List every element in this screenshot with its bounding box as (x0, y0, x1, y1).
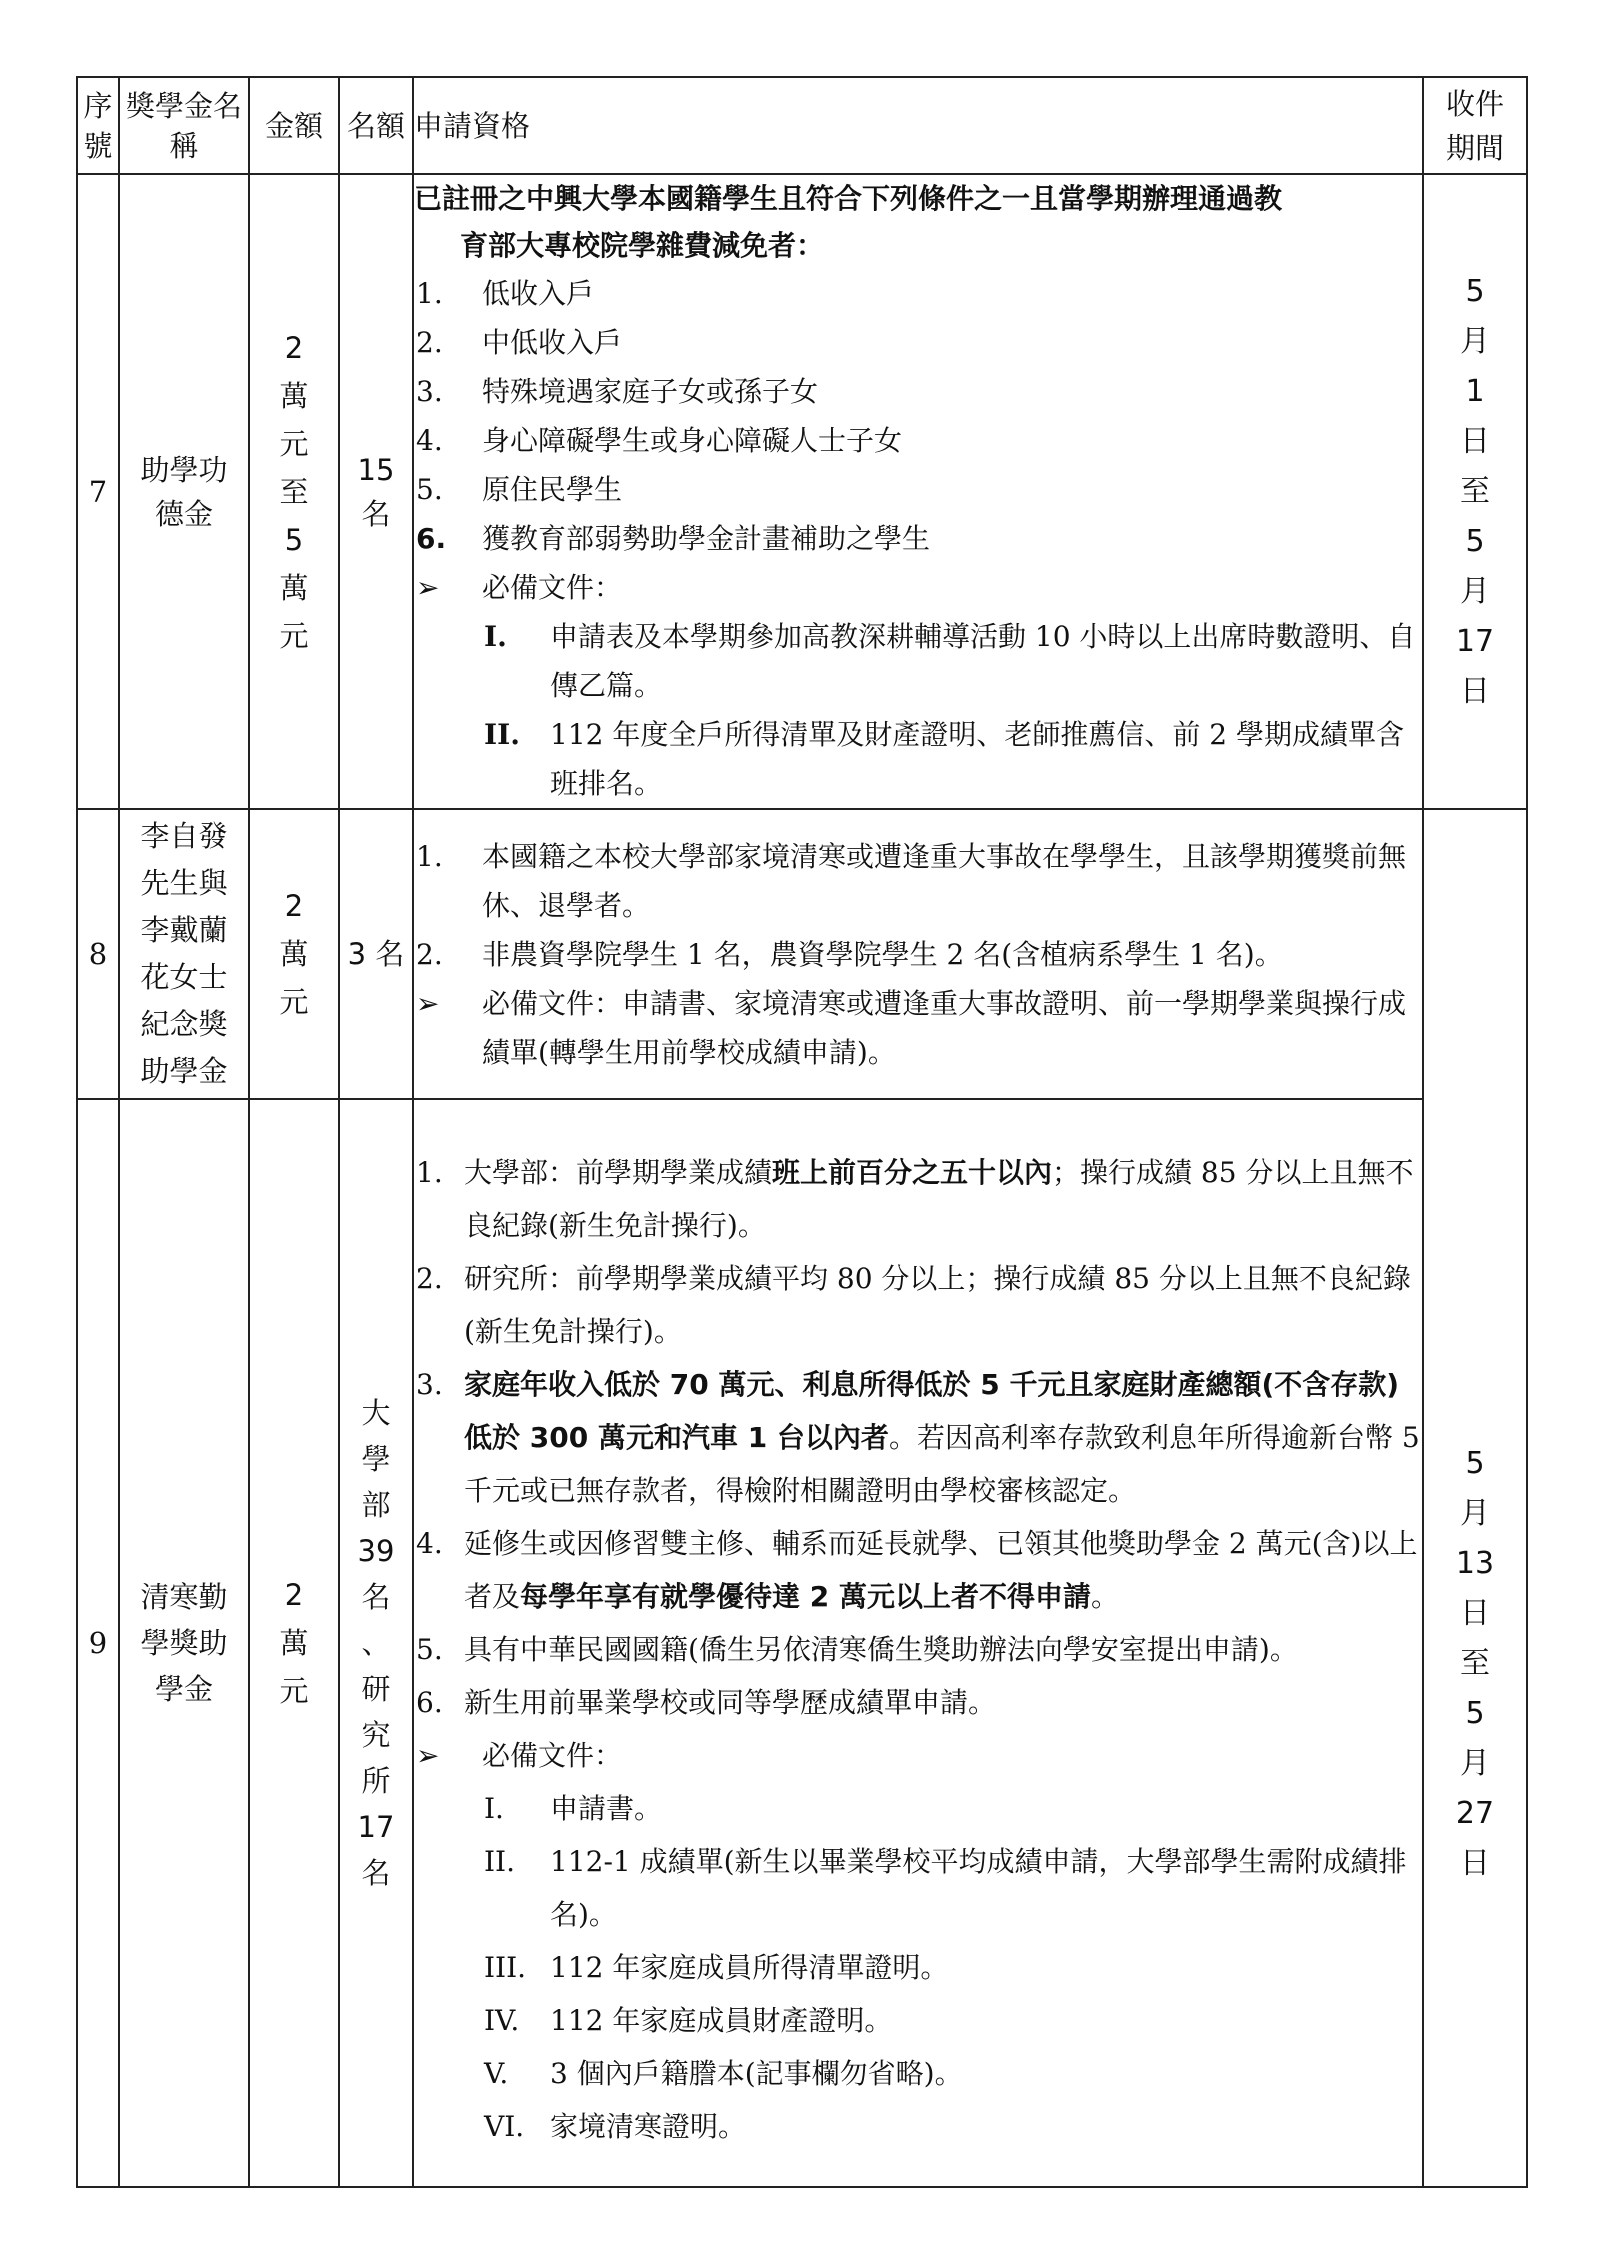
scholarship-table (76, 76, 1528, 2188)
row-requirements (413, 809, 1423, 1099)
list-item: 1. 低收入戶 (416, 277, 595, 310)
row-amount: 2 萬 元 至 5 萬 元 (249, 174, 339, 809)
requirement-intro-cont: 育部大專校院學雜費減免者： (460, 229, 825, 262)
header-row (77, 77, 1527, 174)
row-quota: 3 名 (339, 809, 413, 1099)
list-item: 6. 新生用前畢業學校或同等學歷成績單申請。 (416, 1685, 997, 1719)
row-amount: 2 萬 元 (249, 1099, 339, 2187)
table-row (77, 809, 1527, 1099)
arrow-bullet-icon: ➢ (416, 986, 440, 1020)
docs-label: ➢ 必備文件：申請書、家境清寒或遭逢重大事故證明、前一學期學業與操行成績單(轉學生用前學校成績申請)。 (414, 979, 1422, 1077)
list-item: V. 3 個內戶籍謄本(記事欄勿省略)。 (484, 2056, 963, 2090)
arrow-bullet-icon: ➢ (416, 571, 440, 604)
docs-label: ➢ 必備文件： (414, 563, 1422, 612)
row-period (1423, 809, 1527, 1099)
row-period: 5 月 13 日 至 5 月 27 日 (1423, 1099, 1527, 2187)
list-item: II. 112 年度全戶所得清單及財產證明、老師推薦信、前 2 學期成績單含班排名。 (484, 718, 1404, 800)
row-period: 5 月 1 日 至 5 月 17 日 (1423, 174, 1527, 809)
list-item: I. 申請表及本學期參加高教深耕輔導活動 10 小時以上出席時數證明、自傳乙篇。 (484, 620, 1416, 702)
row-name: 李自發 先生與 李戴蘭 花女士 紀念獎 助學金 (119, 809, 249, 1099)
docs-label: ➢ 必備文件： (414, 1729, 1422, 1782)
row-requirements (413, 1099, 1423, 2187)
list-item: 4. 延修生或因修習雙主修、輔系而延長就學、已領其他獎助學金 2 萬元(含)以上者及每學年享有就學優待達 2 萬元以上者不得申請。 (416, 1526, 1418, 1613)
arrow-bullet-icon: ➢ (416, 1738, 440, 1772)
row-name: 清寒勤 學獎助 學金 (119, 1099, 249, 2187)
header-seq: 序號 (77, 77, 119, 174)
list-item: 3. 家庭年收入低於 70 萬元、利息所得低於 5 千元且家庭財產總額(不含存款)低於 300 萬元和汽車 1 台以內者。若因高利率存款致利息年所得逾新台幣 5 千元或已無存款者，得檢附相關證明由學校審核認定。 (416, 1367, 1420, 1507)
row-amount: 2 萬 元 (249, 809, 339, 1099)
list-item: 2. 非農資學院學生 1 名，農資學院學生 2 名(含植病系學生 1 名)。 (416, 937, 1283, 971)
list-item: 2. 中低收入戶 (416, 326, 623, 359)
row-quota: 大 學 部 39 名 、 研 究 所 17 名 (339, 1099, 413, 2187)
header-amount: 金額 (249, 77, 339, 174)
list-item: IV. 112 年家庭成員財產證明。 (484, 2003, 893, 2037)
list-item: 6. 獲教育部弱勢助學金計畫補助之學生 (416, 522, 931, 555)
header-period: 收件期間 (1423, 77, 1527, 174)
list-item: III. 112 年家庭成員所得清單證明。 (484, 1950, 949, 1984)
list-item: 3. 特殊境遇家庭子女或孫子女 (416, 375, 819, 408)
list-item: II. 112-1 成績單(新生以畢業學校平均成績申請，大學部學生需附成績排名)。 (484, 1844, 1407, 1931)
list-item: 5. 原住民學生 (416, 473, 623, 506)
row-quota: 15 名 (339, 174, 413, 809)
list-item: 4. 身心障礙學生或身心障礙人士子女 (416, 424, 903, 457)
table-row (77, 1099, 1527, 2187)
row-seq: 7 (77, 174, 119, 809)
table-row (77, 174, 1527, 809)
header-quota: 名額 (339, 77, 413, 174)
requirement-intro: 已註冊之中興大學本國籍學生且符合下列條件之一且當學期辦理通過教 (414, 182, 1283, 215)
row-requirements (413, 174, 1423, 809)
list-item: 1. 大學部：前學期學業成績班上前百分之五十以內；操行成績 85 分以上且無不良紀錄(新生免計操行)。 (416, 1155, 1414, 1242)
list-item: 5. 具有中華民國國籍(僑生另依清寒僑生獎助辦法向學安室提出申請)。 (416, 1632, 1298, 1666)
row-seq: 8 (77, 809, 119, 1099)
row-seq: 9 (77, 1099, 119, 2187)
list-item: 1. 本國籍之本校大學部家境清寒或遭逢重大事故在學學生，且該學期獲獎前無休、退學者。 (416, 839, 1407, 922)
header-name: 獎學金名稱 (119, 77, 249, 174)
row-name: 助學功 德金 (119, 174, 249, 809)
list-item: 2. 研究所：前學期學業成績平均 80 分以上；操行成績 85 分以上且無不良紀錄(新生免計操行)。 (416, 1261, 1411, 1348)
list-item: I. 申請書。 (484, 1791, 663, 1825)
list-item: VI. 家境清寒證明。 (484, 2109, 747, 2143)
header-requirements: 申請資格 (413, 77, 1423, 174)
